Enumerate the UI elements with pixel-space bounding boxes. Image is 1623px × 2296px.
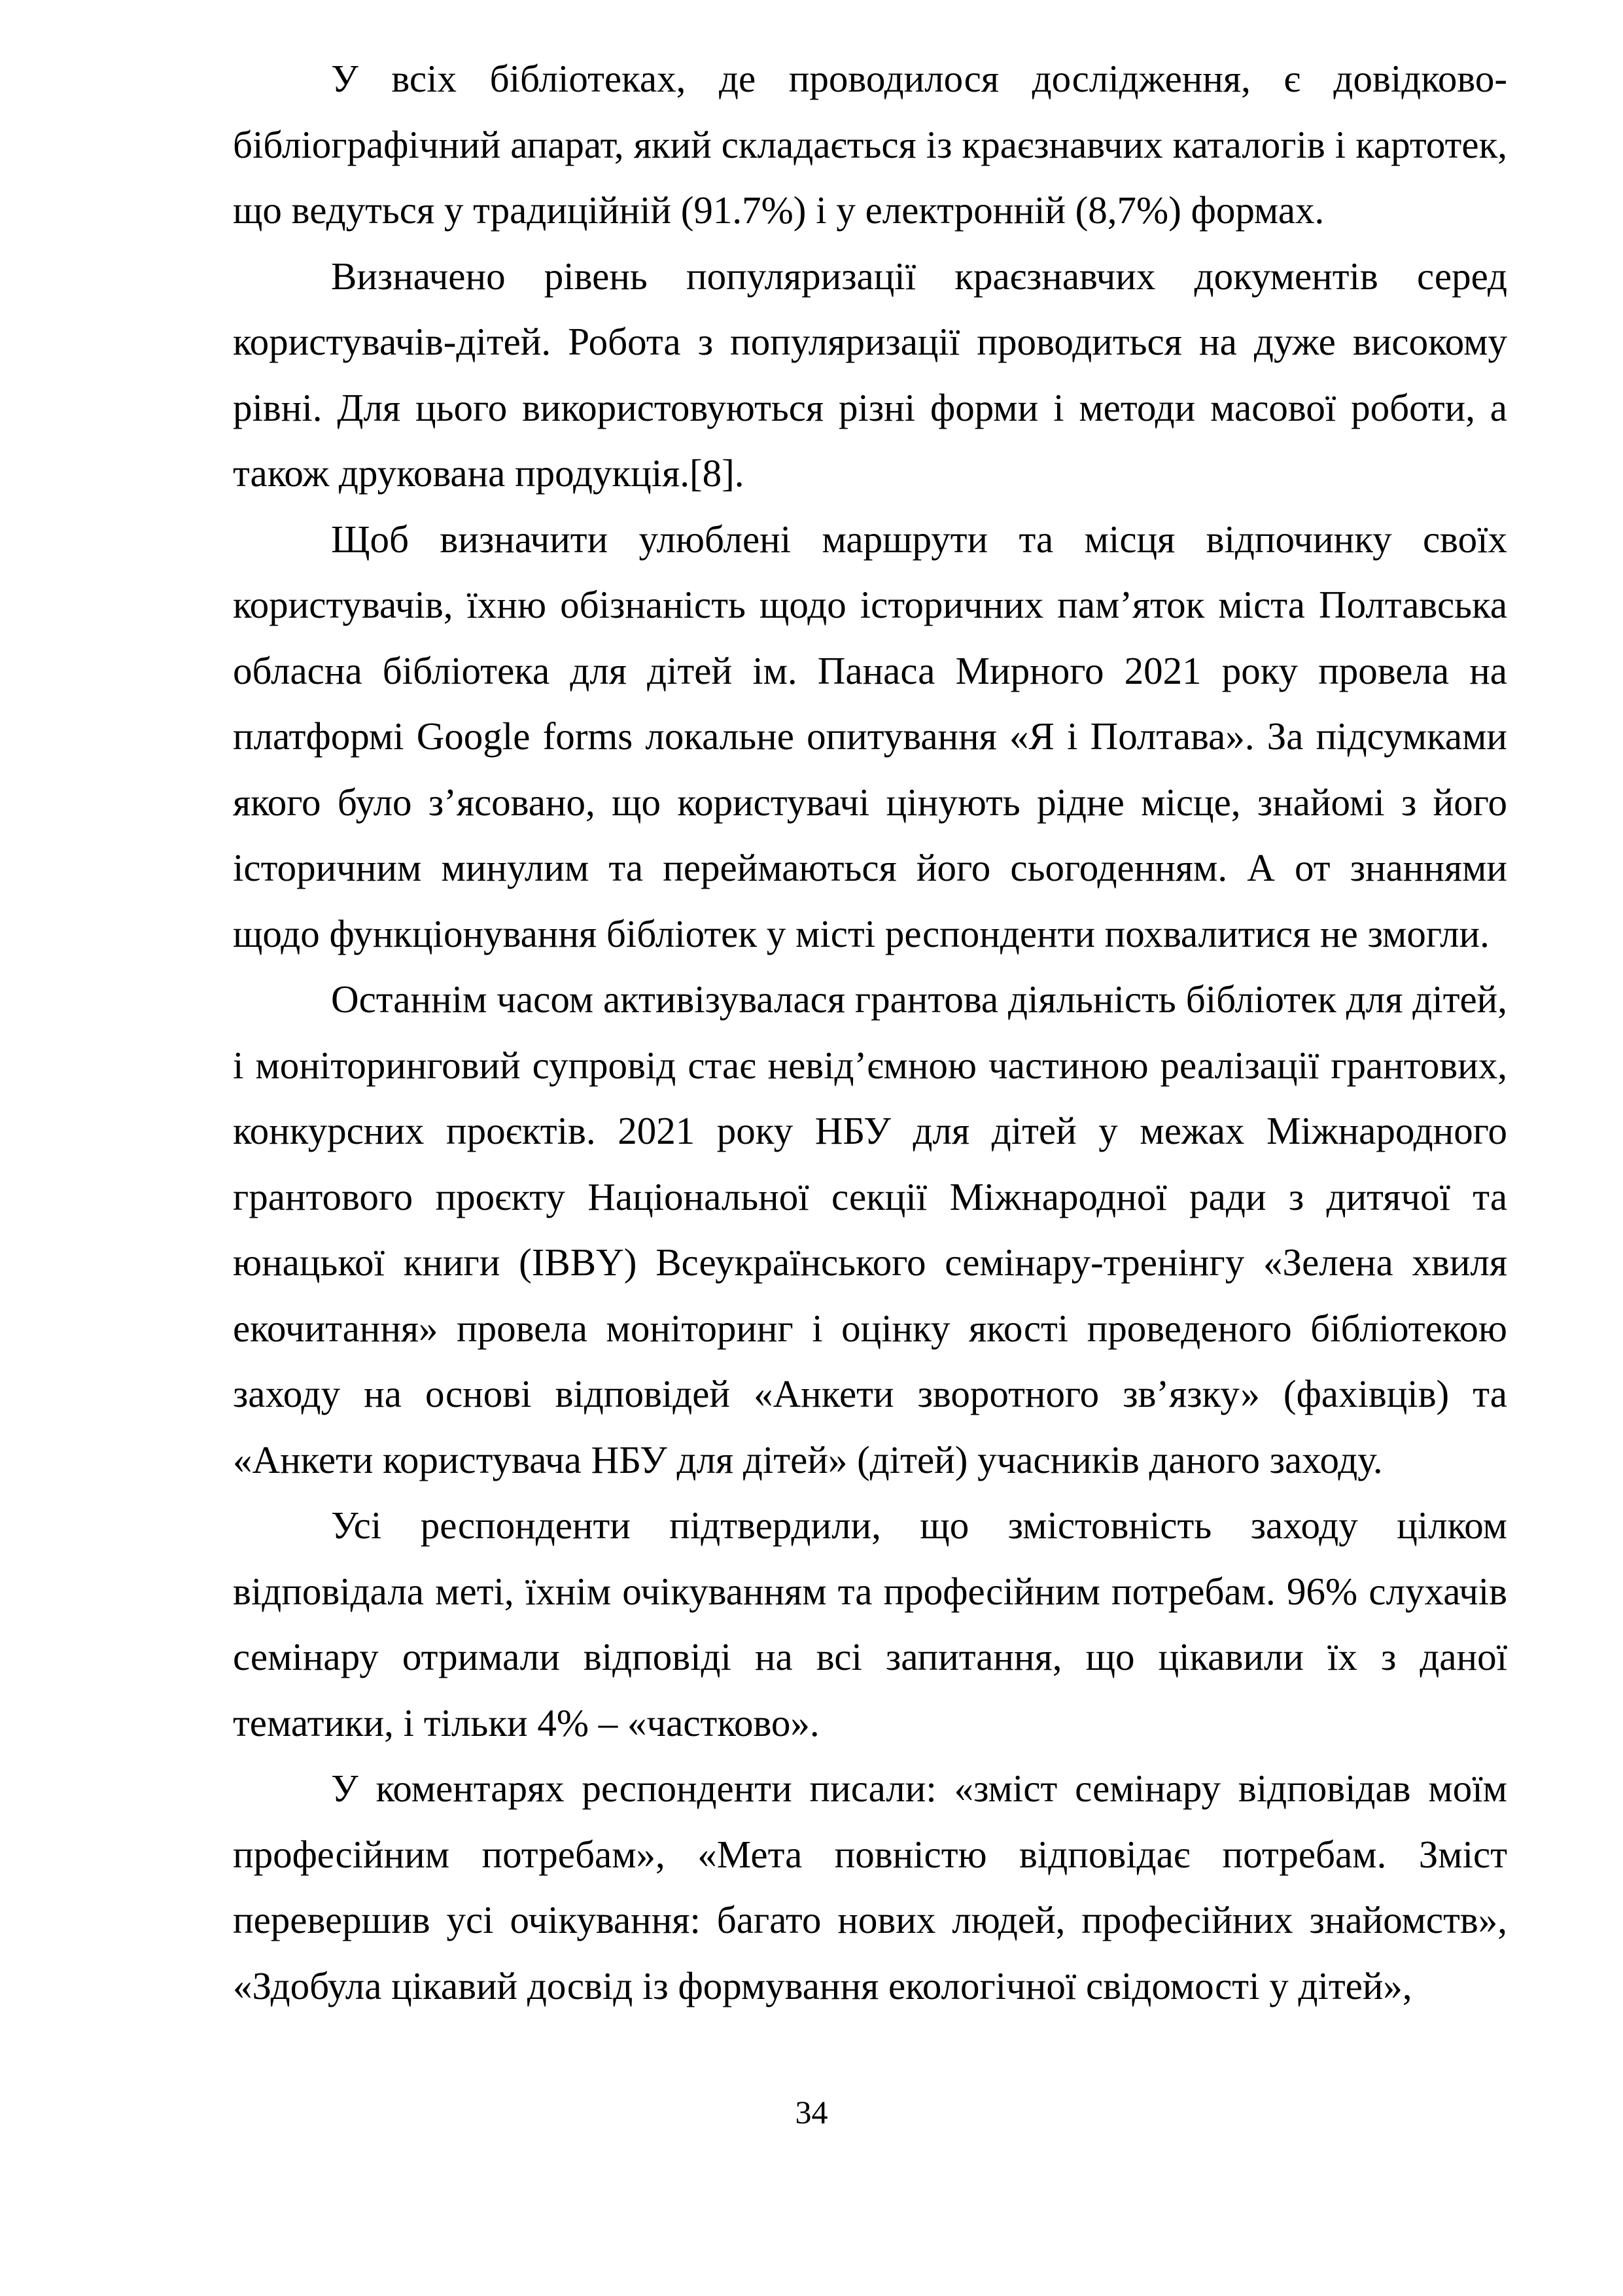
paragraph-poltava-survey: Щоб визначити улюблені маршрути та місця відпочинку своїх користувачів, їхню обізнаність щодо історичних пам’яток міста Полтавська обласна бібліотека для дітей ім. Панаса Мирного 2021 року провела на платформі Google forms локальне опитування «Я і Полтава». За підсумками якого було з’ясовано, що користувачі цінують рідне місце, знайомі з його історичним минулим та переймаються його сьогоденням. А от знаннями щодо функціонування бібліотек у місті респонденти похвалитися не змогли.	[233, 517, 1507, 955]
paragraph-popularization-level: Визначено рівень популяризації краєзнавчих документів серед користувачів-дітей. Робота з популяризації проводиться на дуже високому рівні. Для цього використовуються різні форми і методи масової роботи, а також друкована продукція.[8].	[233, 254, 1507, 495]
paragraph-respondent-results: Усі респонденти підтвердили, що змістовність заходу цілком відповідала меті, їхнім очікуванням та професійним потребам. 96% слухачів семінару отримали відповіді на всі запитання, що цікавили їх з даної тематики, і тільки 4% – «частково».	[233, 1504, 1507, 1744]
page-number: 34	[795, 2094, 828, 2130]
paragraph-respondent-comments: У коментарях респонденти писали: «зміст семінару відповідав моїм професійним потребам», «Мета повністю відповідає потребам. Зміст перевершив усі очікування: багато нових людей, професійних знайомств», «Здобула цікавий досвід із формування екологічної свідомості у дітей»,	[233, 1767, 1507, 2007]
page-text-body	[233, 46, 1507, 2019]
paragraph-reference-apparatus: У всіх бібліотеках, де проводилося дослідження, є довідково-бібліографічний апарат, який складається із краєзнавчих каталогів і картотек, що ведуться у традиційній (91.7%) і у електронній (8,7%) формах.	[233, 57, 1507, 232]
paragraph-grant-monitoring: Останнім часом активізувалася грантова діяльність бібліотек для дітей, і моніторинговий супровід стає невід’ємною частиною реалізації грантових, конкурсних проєктів. 2021 року НБУ для дітей у межах Міжнародного грантового проєкту Національної секції Міжнародної ради з дитячої та юнацької книги (IBBY) Всеукраїнського семінару-тренінгу «Зелена хвиля екочитання» провела моніторинг і оцінку якості проведеного бібліотекою заходу на основі відповідей «Анкети зворотного зв’язку» (фахівців) та «Анкети користувача НБУ для дітей» (дітей) учасників даного заходу.	[233, 978, 1507, 1481]
